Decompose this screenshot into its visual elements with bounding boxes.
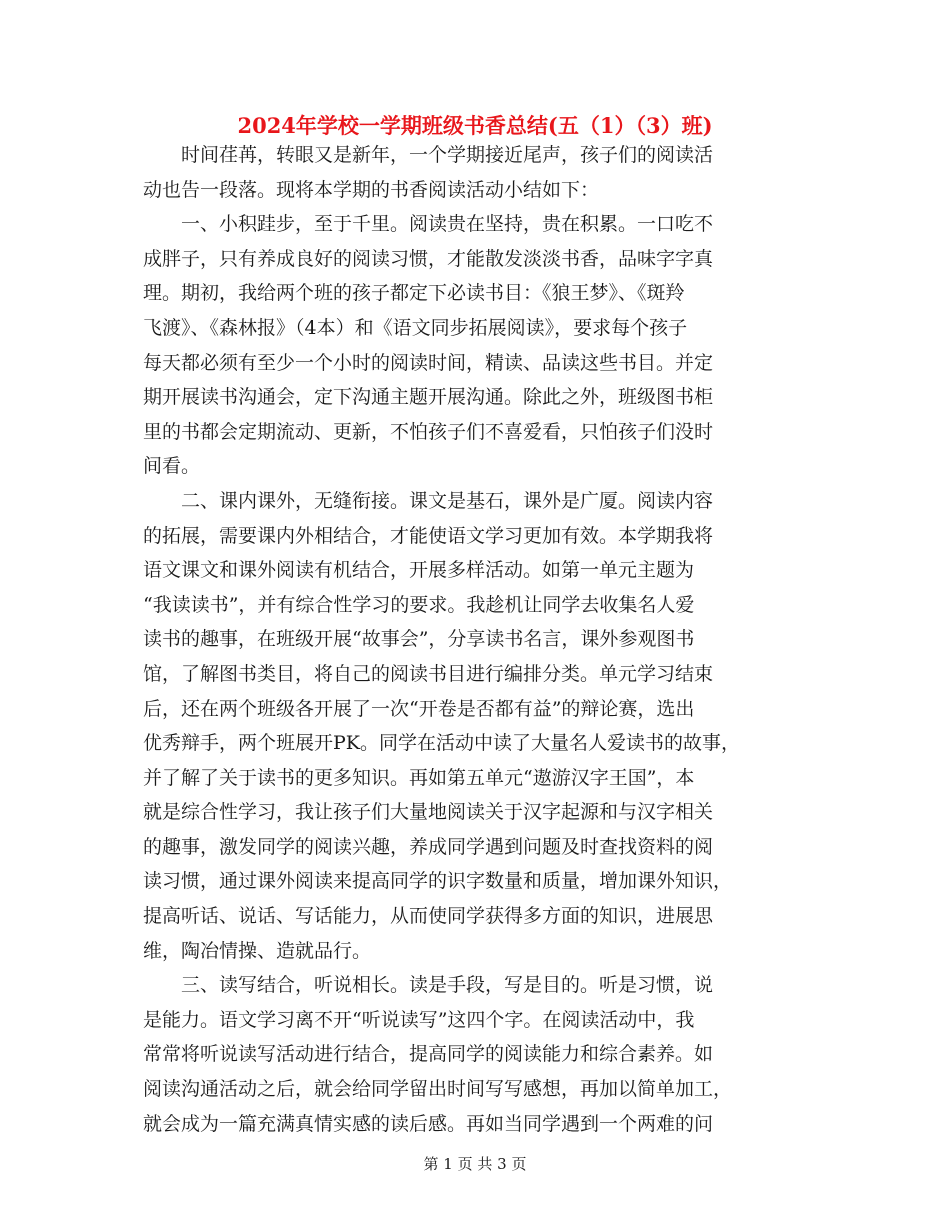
- body-line: 就是综合性学习，我让孩子们大量地阅读关于汉字起源和与汉字相关: [143, 801, 714, 824]
- body-line: 成胖子，只有养成良好的阅读习惯，才能散发淡淡书香，品味字字真: [143, 247, 714, 270]
- body-line: 读习惯，通过课外阅读来提高同学的识字数量和质量，增加课外知识，: [143, 870, 733, 893]
- body-line: 读书的趣事，在班级开展“故事会”，分享读书名言，课外参观图书: [143, 628, 695, 651]
- page-footer: 第 1 页 共 3 页: [423, 1155, 527, 1173]
- document-body: [143, 138, 811, 1141]
- body-line: 里的书都会定期流动、更新，不怕孩子们不喜爱看，只怕孩子们没时: [143, 420, 714, 443]
- body-line: 二、课内课外，无缝衔接。课文是基石，课外是广厦。阅读内容: [143, 489, 714, 512]
- body-line: 动也告一段落。现将本学期的书香阅读活动小结如下：: [143, 178, 600, 201]
- body-line: 维，陶冶情操、造就品行。: [143, 939, 372, 962]
- body-line: 时间荏苒，转眼又是新年，一个学期接近尾声，孩子们的阅读活: [143, 144, 714, 166]
- body-line: 飞渡》、《森林报》（4本）和《语文同步拓展阅读》，要求每个孩子: [143, 316, 688, 339]
- body-line: 就会成为一篇充满真情实感的读后感。再如当同学遇到一个两难的问: [143, 1112, 714, 1135]
- body-line: 语文课文和课外阅读有机结合，开展多样活动。如第一单元主题为: [143, 559, 695, 582]
- body-line: 后，还在两个班级各开展了一次“开卷是否都有益”的辩论赛，选出: [143, 697, 695, 720]
- body-line: 并了解了关于读书的更多知识。再如第五单元“遨游汉字王国”，本: [143, 766, 695, 789]
- body-line: 馆，了解图书类目，将自己的阅读书目进行编排分类。单元学习结束: [143, 662, 714, 685]
- body-line: 的趣事，激发同学的阅读兴趣，养成同学遇到问题及时查找资料的阅: [143, 835, 714, 858]
- body-line: 理。期初，我给两个班的孩子都定下必读书目：《狼王梦》、《斑羚: [143, 282, 685, 305]
- body-line: 是能力。语文学习离不开“听说读写”这四个字。在阅读活动中，我: [143, 1008, 695, 1031]
- body-line: 阅读沟通活动之后，就会给同学留出时间写写感想，再加以简单加工，: [143, 1078, 733, 1101]
- body-line: 常常将听说读写活动进行结合，提高同学的阅读能力和综合素养。如: [143, 1043, 714, 1066]
- body-line: 优秀辩手，两个班展开PK。同学在活动中读了大量名人爱读书的故事，: [143, 732, 740, 755]
- body-line: 期开展读书沟通会，定下沟通主题开展沟通。除此之外，班级图书柜: [143, 386, 714, 409]
- body-line: 提高听话、说话、写话能力，从而使同学获得多方面的知识，进展思: [143, 905, 714, 928]
- body-line: 的拓展，需要课内外相结合，才能使语文学习更加有效。本学期我将: [143, 524, 714, 547]
- body-line: “我读读书”，并有综合性学习的要求。我趁机让同学去收集名人爱: [143, 593, 695, 616]
- body-line: 每天都必须有至少一个小时的阅读时间，精读、品读这些书目。并定: [143, 351, 714, 374]
- body-line: 三、读写结合，听说相长。读是手段，写是目的。听是习惯，说: [143, 974, 714, 997]
- document-title: 2024年学校一学期班级书香总结(五（1）（3）班): [237, 113, 713, 138]
- body-line: 间看。: [143, 455, 201, 478]
- body-line: 一、小积跬步，至于千里。阅读贵在坚持，贵在积累。一口吃不: [143, 213, 714, 236]
